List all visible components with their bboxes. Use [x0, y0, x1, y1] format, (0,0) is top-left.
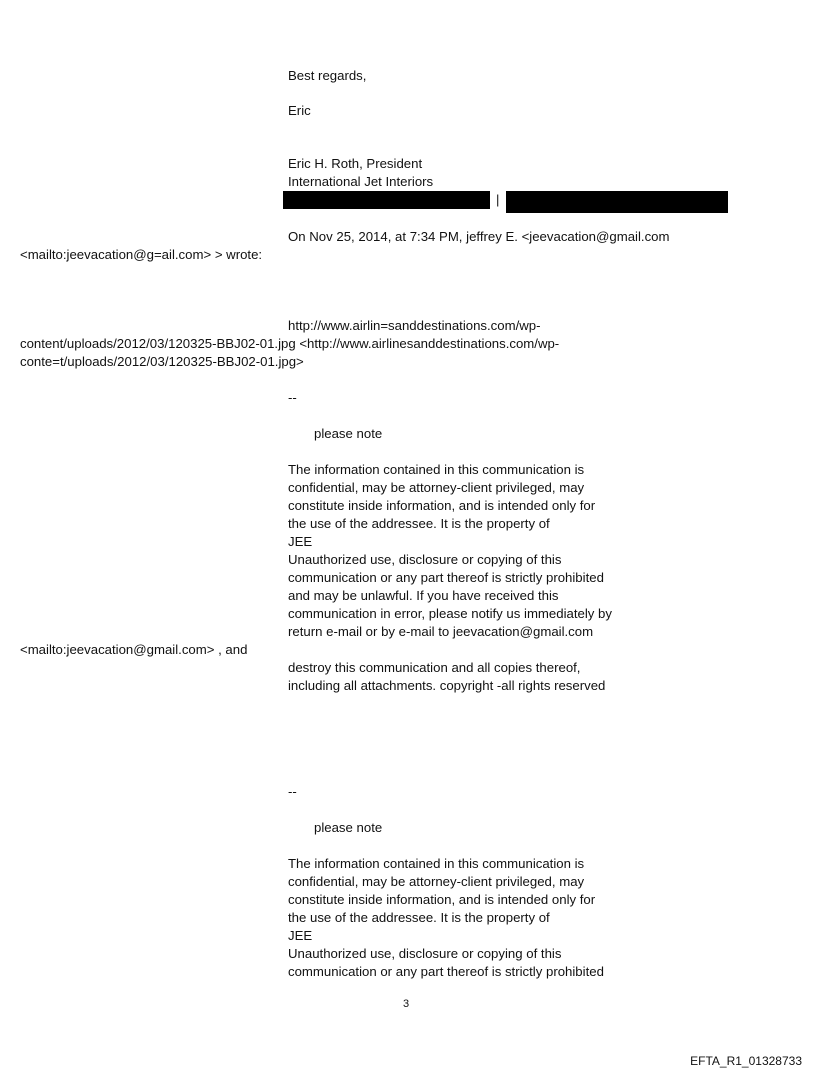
signature-name: Eric H. Roth, President [288, 156, 423, 171]
link-line: conte=t/uploads/2012/03/120325-BBJ02-01.jpg> [20, 354, 304, 369]
disclaimer-line: The information contained in this communication is [288, 856, 585, 871]
quote-header-line1: On Nov 25, 2014, at 7:34 PM, jeffrey E. <jeevacation@gmail.com [288, 229, 670, 244]
disclaimer-heading: please note [314, 820, 383, 835]
signature-company: International Jet Interiors [288, 174, 434, 189]
disclaimer-line: return e-mail or by e-mail to jeevacation@gmail.com [288, 624, 594, 639]
disclaimer-line: communication or any part thereof is strictly prohibited [288, 964, 604, 979]
signature-dashes: -- [288, 784, 297, 799]
page-number: 3 [403, 998, 410, 1010]
disclaimer-line: destroy this communication and all copies thereof, [288, 660, 581, 675]
link-line: http://www.airlin=sanddestinations.com/wp- [288, 318, 541, 333]
quote-header-line2: <mailto:jeevacation@g=ail.com> > wrote: [20, 247, 263, 262]
disclaimer-line: communication in error, please notify us immediately by [288, 606, 612, 621]
disclaimer-line: the use of the addressee. It is the property of [288, 910, 550, 925]
disclaimer-line: and may be unlawful. If you have received this [288, 588, 559, 603]
disclaimer-line: Unauthorized use, disclosure or copying of this [288, 946, 562, 961]
signature-separator: | [496, 192, 500, 207]
signature-dashes: -- [288, 390, 297, 405]
disclaimer-line: constitute inside information, and is intended only for [288, 498, 596, 513]
disclaimer-heading: please note [314, 426, 383, 441]
disclaimer-line: The information contained in this communication is [288, 462, 585, 477]
closing-text: Best regards, [288, 68, 367, 83]
disclaimer-line: confidential, may be attorney-client privileged, may [288, 874, 585, 889]
document-id: EFTA_R1_01328733 [690, 1054, 802, 1068]
disclaimer-line: JEE [288, 534, 313, 549]
disclaimer-line: JEE [288, 928, 313, 943]
disclaimer-line: the use of the addressee. It is the property of [288, 516, 550, 531]
disclaimer-line: confidential, may be attorney-client privileged, may [288, 480, 585, 495]
redaction-block-left [283, 191, 490, 209]
disclaimer-line: constitute inside information, and is intended only for [288, 892, 596, 907]
disclaimer-line: including all attachments. copyright -all rights reserved [288, 678, 606, 693]
link-line: content/uploads/2012/03/120325-BBJ02-01.jpg <http://www.airlinesanddestinations.com/wp- [20, 336, 560, 351]
disclaimer-line: communication or any part thereof is strictly prohibited [288, 570, 604, 585]
disclaimer-line: Unauthorized use, disclosure or copying of this [288, 552, 562, 567]
redaction-block-right [506, 191, 728, 213]
disclaimer-mailto: <mailto:jeevacation@gmail.com> , and [20, 642, 248, 657]
signoff-text: Eric [288, 103, 311, 118]
